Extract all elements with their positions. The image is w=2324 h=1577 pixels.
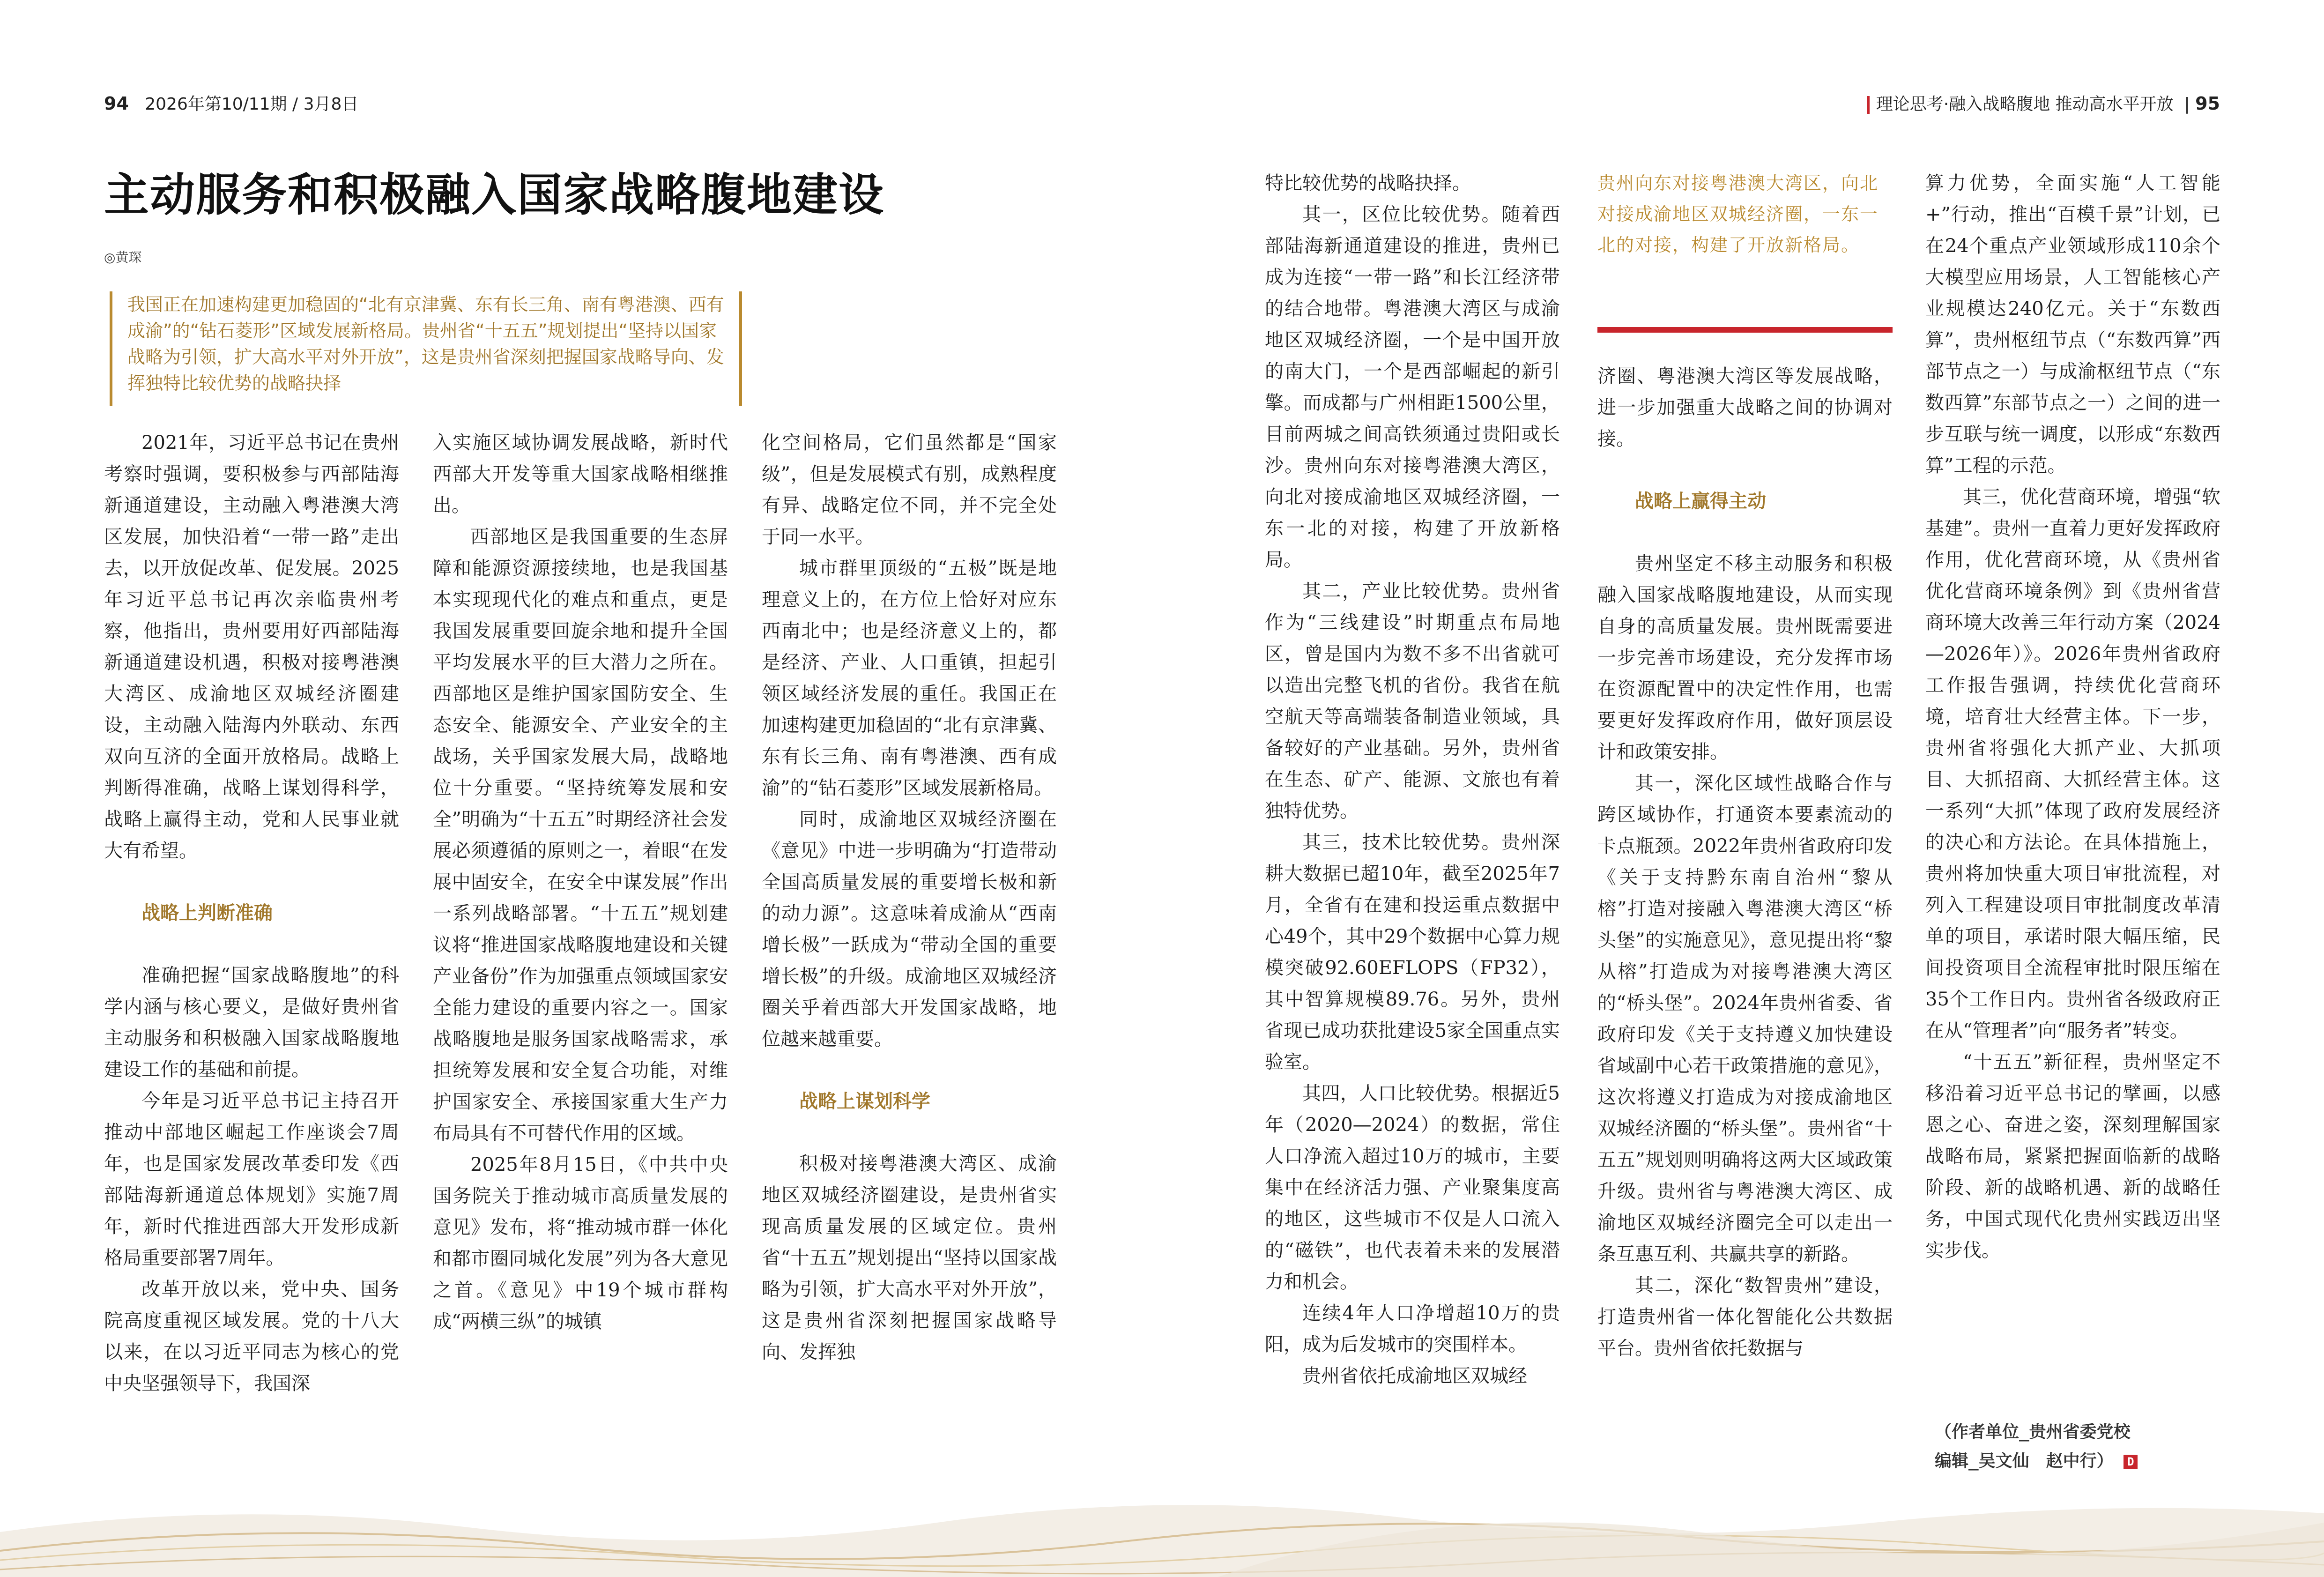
paragraph: 其一，深化区域性战略合作与跨区域协作，打通资本要素流动的卡点瓶颈。2022年贵州省政府印发《关于支持黔东南自治州“黎从榕”打造对接融入粤港澳大湾区“桥头堡”的实施意见》，意见提出将“黎从榕”打造成为对接粤港澳大湾区的“桥头堡”。2024年贵州省委、省政府印发《关于支持遵义加快建设省域副中心若干政策措施的意见》，这次将遵义打造成为对接成渝地区双城经济圈的“桥头堡”。贵州省“十五五”规划则明确将这两大区域政策升级。贵州省与粤港澳大湾区、成渝地区双城经济圈完全可以走出一条互惠互利、共赢共享的新路。 [1597, 773, 1893, 1265]
byline-affiliation: （作者单位_贵州省委党校 [1935, 1422, 2131, 1442]
section-heading: 战略上谋划科学 [799, 1091, 930, 1112]
paragraph: 连续4年人口净增超10万的贵阳，成为后发城市的突围样本。 [1265, 1302, 1560, 1355]
section-heading: 战略上赢得主动 [1635, 491, 1766, 512]
decorative-waves [0, 1424, 2324, 1577]
pull-quote: 贵州向东对接粤港澳大湾区，向北对接成渝地区双城经济圈，一东一北的对接，构建了开放新格局。 [1597, 173, 1879, 255]
article-title: 主动服务和积极融入国家战略腹地建设 [104, 168, 884, 221]
article-abstract: 我国正在加速构建更加稳固的“北有京津冀、东有长三角、南有粤港澳、西有成渝”的“钻石菱形”区域发展新格局。贵州省“十五五”规划提出“坚持以国家战略为引领，扩大高水平对外开放”，这是贵州省深刻把握国家战略导向、发挥独特比较优势的战略抉择 [110, 291, 742, 406]
paragraph: 化空间格局，它们虽然都是“国家级”，但是发展模式有别，成熟程度有异、战略定位不同，并不完全处于同一水平。 [762, 432, 1057, 548]
paragraph: 其三，优化营商环境，增强“软基建”。贵州一直着力更好发挥政府作用，优化营商环境，从《贵州省优化营商环境条例》到《贵州省营商环境大改善三年行动方案（2024—2026年）》。2026年贵州省政府工作报告强调，持续优化营商环境，培育壮大经营主体。下一步，贵州省将强化大抓产业、大抓项目、大抓招商、大抓经营主体。这一系列“大抓”体现了政府发展经济的决心和方法论。在具体措施上，贵州将加快重大项目审批流程，对列入工程建设项目审批制度改革清单的项目，承诺时限大幅压缩，民间投资项目全流程审批时限压缩在35个工作日内。贵州省各级政府正在从“管理者”向“服务者”转变。 [1925, 486, 2220, 1041]
section-title: 理论思考·融入战略腹地 推动高水平开放 [1876, 95, 2174, 114]
paragraph: 其二，深化“数智贵州”建设，打造贵州省一体化智能化公共数据平台。贵州省依托数据与 [1597, 1275, 1893, 1359]
text-column-2 [433, 427, 728, 1519]
text-column-3 [762, 427, 1057, 1519]
paragraph: 贵州省依托成渝地区双城经 [1302, 1365, 1527, 1387]
paragraph: 2021年，习近平总书记在贵州考察时强调，要积极参与西部陆海新通道建设，主动融入粤港澳大湾区发展，加快沿着“一带一路”走出去，以开放促改革、促发展。2025年习近平总书记再次亲临贵州考察，他指出，贵州要用好西部陆海新通道建设机遇，积极对接粤港澳大湾区、成渝地区双城经济圈建设，主动融入陆海内外联动、东西双向互济的全面开放格局。战略上判断得准确，战略上谋划得科学，战略上赢得主动，党和人民事业就大有希望。 [104, 432, 399, 862]
section-marker [1867, 96, 1870, 114]
paragraph: “十五五”新征程，贵州坚定不移沿着习近平总书记的擘画，以感恩之心、奋进之姿，深刻理解国家战略布局，紧紧把握面临新的战略阶段、新的战略机遇、新的战略任务，中国式现代化贵州实践迈出坚实步伐。 [1925, 1051, 2220, 1261]
paragraph: 积极对接粤港澳大湾区、成渝地区双城经济圈建设，是贵州省实现高质量发展的区域定位。贵州省“十五五”规划提出“坚持以国家战略为引领，扩大高水平对外开放”，这是贵州省深刻把握国家战略导向、发挥独 [762, 1153, 1057, 1363]
paragraph: 西部地区是我国重要的生态屏障和能源资源接续地，也是我国基本实现现代化的难点和重点，更是我国发展重要回旋余地和提升全国平均发展水平的巨大潜力之所在。西部地区是维护国家国防安全、生态安全、能源安全、产业安全的主战场，关乎国家发展大局，战略地位十分重要。“坚持统筹发展和安全”明确为“十五五”时期经济社会发展必须遵循的原则之一，着眼“在发展中固安全，在安全中谋发展”作出一系列战略部署。“十五五”规划建议将“推进国家战略腹地建设和关键产业备份”作为加强重点领域国家安全能力建设的重要内容之一。国家战略腹地是服务国家战略需求，承担统筹发展和安全复合功能，对维护国家安全、承接国家重大生产力布局具有不可替代作用的区域。 [433, 526, 728, 1144]
paragraph: 2025年8月15日，《中共中央国务院关于推动城市高质量发展的意见》发布，将“推动城市群一体化和都市圈同城化发展”列为各大意见之首。《意见》中19个城市群构成“两横三纵”的城镇 [433, 1154, 728, 1332]
text-column-1 [104, 427, 399, 1519]
paragraph: 入实施区域协调发展战略，新时代西部大开发等重大国家战略相继推出。 [433, 432, 728, 516]
paragraph: 特比较优势的战略抉择。 [1265, 172, 1471, 194]
paragraph: 济圈、粤港澳大湾区等发展战略，进一步加强重大战略之间的协调对接。 [1597, 365, 1893, 450]
author-name: ◎黄琛 [104, 250, 142, 265]
red-divider [1597, 327, 1893, 333]
section-heading: 战略上判断准确 [141, 902, 273, 924]
paragraph: 其二，产业比较优势。贵州省作为“三线建设”时期重点布局地区，曾是国内为数不多不出省就可以造出完整飞机的省份。我省在航空航天等高端装备制造业领域，具备较好的产业基础。另外，贵州省在生态、矿产、能源、文旅也有着独特优势。 [1265, 580, 1560, 822]
right-page-number: 95 [2195, 93, 2220, 114]
right-page-header: 理论思考·融入战略腹地 推动高水平开放 | 95 [1867, 91, 2220, 115]
paragraph: 改革开放以来，党中央、国务院高度重视区域发展。党的十八大以来，在以习近平同志为核心的党中央坚强领导下，我国深 [104, 1279, 399, 1394]
issue-info: 2026年第10/11期 / 3月8日 [145, 95, 359, 114]
paragraph: 算力优势，全面实施“人工智能+”行动，推出“百模千景”计划，已在24个重点产业领域形成110余个大模型应用场景，人工智能核心产业规模达240亿元。关于“东数西算”，贵州枢纽节点（“东数西算”西部节点之一）与成渝枢纽节点（“东数西算”东部节点之一）之间的进一步互联与统一调度，以形成“东数西算”工程的示范。 [1925, 172, 2220, 476]
byline-editor-names: 编辑_吴文仙 赵中行） [1935, 1451, 2114, 1471]
paragraph: 同时，成渝地区双城经济圈在《意见》中进一步明确为“打造带动全国高质量发展的重要增长极和新的动力源”。这意味着成渝从“西南增长极”一跃成为“带动全国的重要增长极”的升级。成渝地区双城经济圈关乎着西部大开发国家战略，地位越来越重要。 [762, 809, 1057, 1050]
left-page-header [104, 91, 358, 115]
text-column-5 [1597, 361, 1893, 1519]
paragraph: 今年是习近平总书记主持召开推动中部地区崛起工作座谈会7周年，也是国家发展改革委印发《西部陆海新通道总体规划》实施7周年，新时代推进西部大开发形成新格局重要部署7周年。 [104, 1090, 399, 1269]
paragraph: 城市群里顶级的“五极”既是地理意义上的，在方位上恰好对应东西南北中；也是经济意义上的，都是经济、产业、人口重镇，担起引领区域经济发展的重任。我国正在加速构建更加稳固的“北有京津冀、东有长三角、南有粤港澳、西有成渝”的“钻石菱形”区域发展新格局。 [762, 558, 1057, 799]
paragraph: 准确把握“国家战略腹地”的科学内涵与核心要义，是做好贵州省主动服务和积极融入国家战略腹地建设工作的基础和前提。 [104, 965, 399, 1080]
paragraph: 其一，区位比较优势。随着西部陆海新通道建设的推进，贵州已成为连接“一带一路”和长江经济带的结合地带。粤港澳大湾区与成渝地区双城经济圈，一个是中国开放的南大门，一个是西部崛起的新引擎。而成都与广州相距1500公里，目前两城之间高铁须通过贵阳或长沙。贵州向东对接粤港澳大湾区，向北对接成渝地区双城经济圈，一东一北的对接，构建了开放新格局。 [1265, 204, 1560, 571]
paragraph: 其三，技术比较优势。贵州深耕大数据已超10年，截至2025年7月，全省有在建和投运重点数据中心49个，其中29个数据中心算力规模突破92.60EFLOPS（FP32），其中智算规模89.76。另外，贵州省现已成功获批建设5家全国重点实验室。 [1265, 832, 1560, 1073]
left-page-number: 94 [104, 93, 129, 114]
text-column-4 [1265, 168, 1560, 1519]
text-column-6 [1925, 168, 2220, 1414]
end-mark-icon: D [2124, 1455, 2138, 1469]
paragraph: 贵州坚定不移主动服务和积极融入国家战略腹地建设，从而实现自身的高质量发展。贵州既需要进一步完善市场建设，充分发挥市场在资源配置中的决定性作用，也需要更好发挥政府作用，做好顶层设计和政策安排。 [1597, 553, 1893, 763]
paragraph: 其四，人口比较优势。根据近5年（2020—2024）的数据，常住人口净流入超过10万的城市，主要集中在经济活力强、产业聚集度高的地区，这些城市不仅是人口流入的“磁铁”，也代表着未来的发展潜力和机会。 [1265, 1083, 1560, 1293]
